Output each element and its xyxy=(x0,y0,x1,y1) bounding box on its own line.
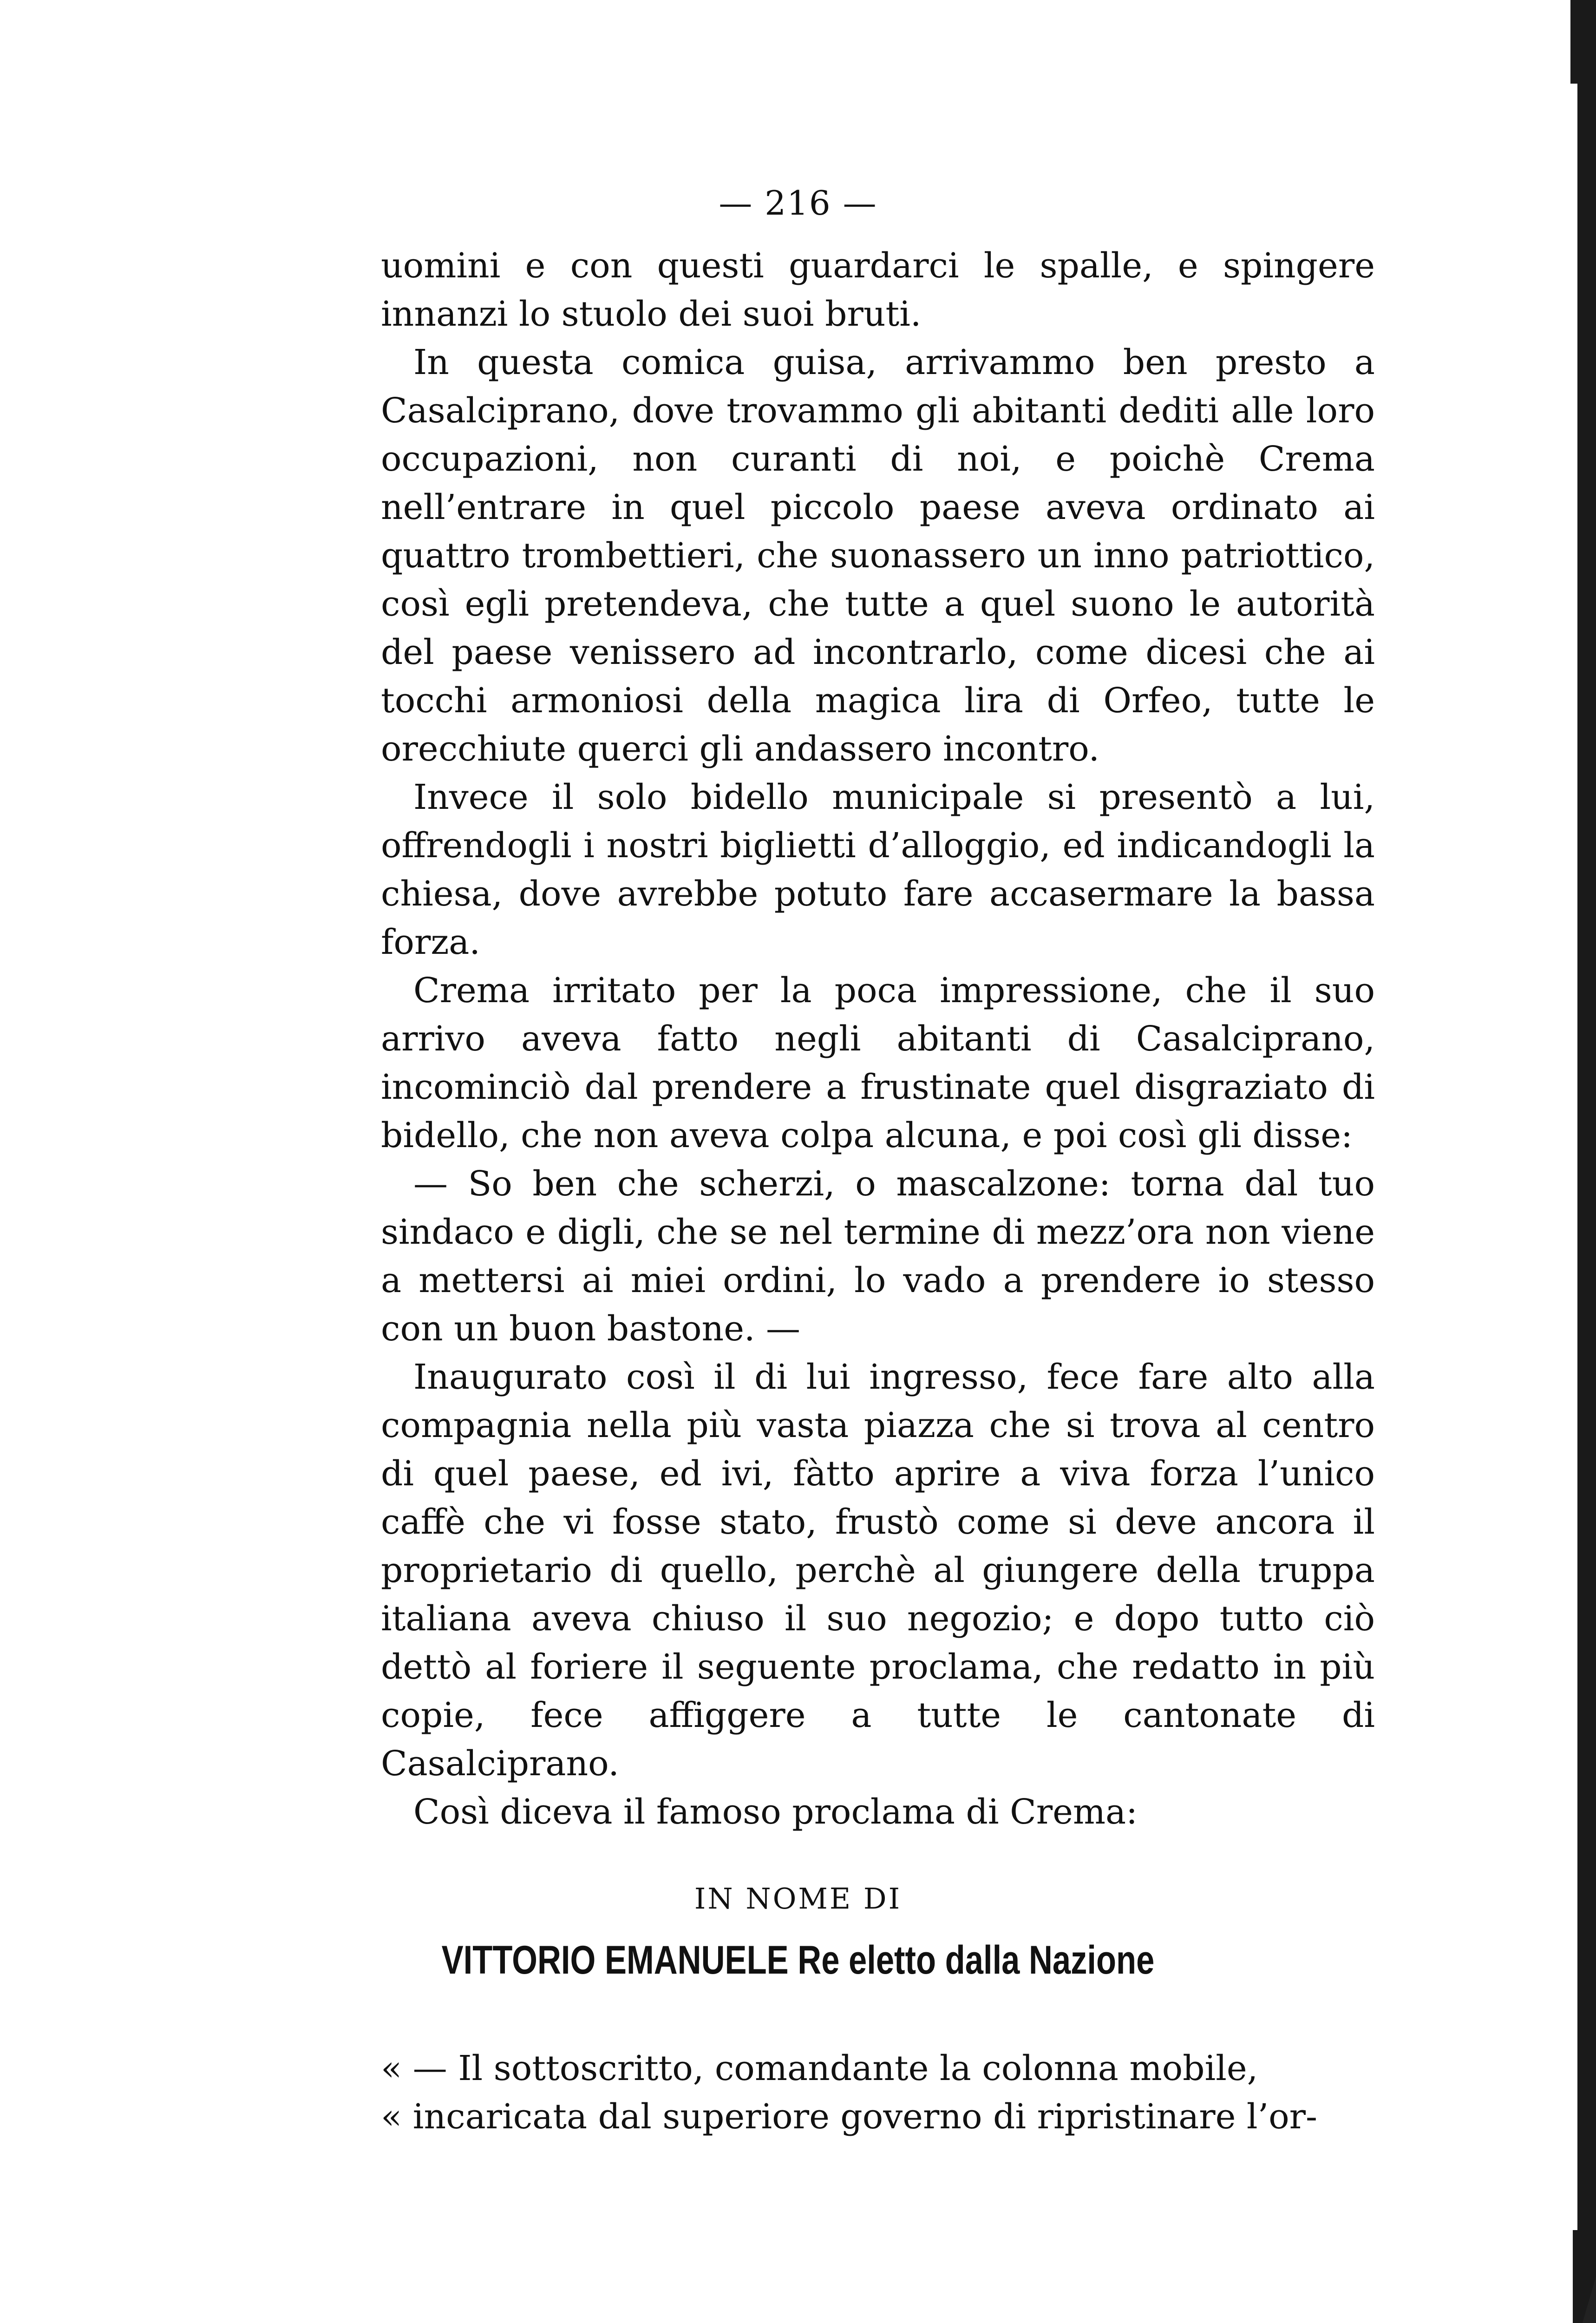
proclama-text xyxy=(381,2044,1375,2141)
page-number: — 216 — xyxy=(719,184,877,223)
paragraph: Crema irritato per la poca impressione, che il suo arrivo aveva fatto negli abitanti di Casalciprano, incominciò dal prendere a frustinate quel disgraziato di bidello, che non aveva colpa alcuna, e poi così gli disse: xyxy=(381,971,1375,1155)
page-edge-shadow-graphic xyxy=(1545,0,1596,2323)
paragraph: — So ben che scherzi, o mascalzone: torna dal tuo sindaco e digli, che se nel termine di mezz’ora non viene a mettersi ai miei ordini, lo vado a prendere io stesso con un buon bastone. — xyxy=(381,1164,1375,1349)
proclama-line: « incaricata dal superiore governo di ripristinare l’or- xyxy=(381,2097,1318,2137)
body-text xyxy=(381,242,1375,1836)
page-edge-shadow xyxy=(1545,0,1596,2323)
proclama-heading-big: VITTORIO EMANUELE Re eletto dalla Nazione xyxy=(441,1938,1155,1982)
proclama-heading-small: IN NOME DI xyxy=(694,1882,902,1916)
paragraph: Invece il solo bidello municipale si presentò a lui, offrendogli i nostri biglietti d’alloggio, ed indicandogli la chiesa, dove avrebbe potuto fare accasermare la bassa forza. xyxy=(381,777,1375,962)
proclama-line: « — Il sottoscritto, comandante la colonna mobile, xyxy=(381,2048,1258,2088)
paragraph: In questa comica guisa, arrivammo ben presto a Casalciprano, dove trovammo gli abitanti dediti alle loro occupazioni, non curanti di noi, e poichè Crema nell’entrare in quel piccolo paese aveva ordinato ai quattro trombettieri, che suonassero un inno patriottico, così egli pretendeva, che tutte a quel suono le autorità del paese venissero ad incontrarlo, come dicesi che ai tocchi armoniosi della magica lira di Orfeo, tutte le orecchiute querci gli andassero incontro. xyxy=(381,342,1375,769)
paragraph: uomini e con questi guardarci le spalle, e spingere innanzi lo stuolo dei suoi bruti. xyxy=(381,246,1375,334)
paragraph: Così diceva il famoso proclama di Crema: xyxy=(413,1792,1138,1832)
paragraph: Inaugurato così il di lui ingresso, fece fare alto alla compagnia nella più vasta piazza che si trova al centro di quel paese, ed ivi, fàtto aprire a viva forza l’unico caffè che vi fosse stato, frustò come si deve ancora il proprietario di quello, perchè al giungere della truppa italiana aveva chiuso il suo negozio; e dopo tutto ciò dettò al foriere il seguente proclama, che redatto in più copie, fece affiggere a tutte le cantonate di Casalciprano. xyxy=(381,1357,1375,1784)
